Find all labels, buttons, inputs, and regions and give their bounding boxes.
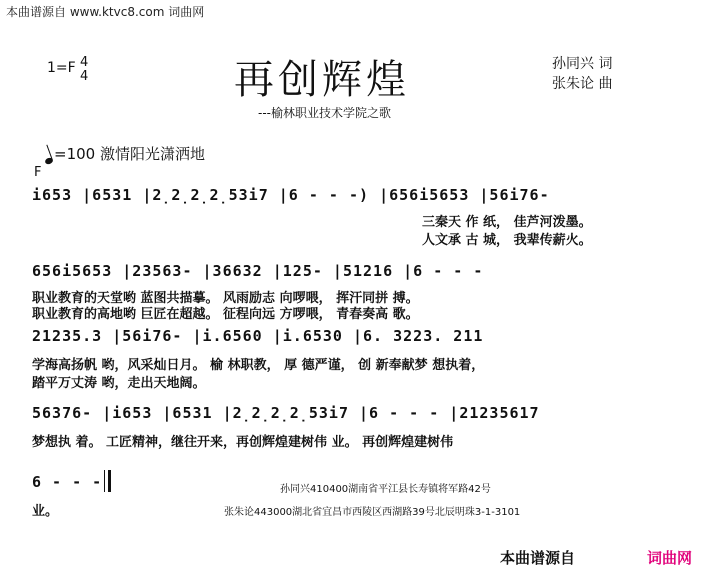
lyricist-credit: 孙同兴 词	[552, 56, 613, 72]
score-row-5-lyric-1: 业。	[32, 504, 59, 519]
lyricist-address: 孙同兴410400湖南省平江县长寿镇将军路42号	[280, 484, 491, 495]
song-title: 再创辉煌	[234, 57, 410, 103]
song-subtitle: ---榆林职业技术学院之歌	[258, 106, 391, 120]
score-row-4-lyric-1: 梦想执 着。 工匠精神，继往开来，再创辉煌建树伟 业。 再创辉煌建树伟	[32, 435, 454, 450]
composer-address: 张朱论443000湖北省宜昌市西陵区西湖路39号北辰明珠3-1-3101	[224, 507, 521, 518]
f-mark: F	[34, 165, 42, 180]
footer-site-logo[interactable]: 词曲网	[647, 549, 693, 567]
footer-source: 本曲谱源自	[500, 549, 576, 567]
tempo-marking	[45, 143, 205, 164]
final-barline-thick	[108, 470, 111, 492]
score-row-2-lyric-1: 职业教育的天堂哟 蓝图共描摹。 风雨励志 向啰喂， 挥汗同拼 搏。	[32, 291, 419, 306]
score-row-3-lyric-2: 踏平万丈涛 哟，走出天地阔。	[32, 376, 206, 391]
tempo-text: =100 激情阳光潇洒地	[54, 145, 205, 163]
composer-credit: 张朱论 曲	[552, 76, 613, 92]
score-row-1-notes: i653 |6531 |2̣2̣2̣2̣53i7 |6 - - -) |656i5653 |56i76-	[32, 186, 550, 204]
score-row-2-lyric-2: 职业教育的高地哟 巨匠在超越。 征程向远 方啰喂， 青春奏高 歌。	[32, 307, 419, 322]
quarter-note-icon	[44, 157, 54, 165]
score-row-1-lyric-1: 三秦天 作 纸， 佳芦河泼墨。	[422, 215, 592, 230]
score-row-3-notes: 21235.3 |56i76- |i.6560 |i.6530 |6. 3223. 211	[32, 327, 484, 345]
time-signature-bottom: 4	[80, 69, 89, 84]
score-row-3-lyric-1: 学海高扬帆 哟，风采灿日月。 榆 林职教， 厚 德严谨， 创 新奉献梦 想执着，	[32, 358, 485, 373]
source-watermark: 本曲谱源自 www.ktvc8.com 词曲网	[6, 5, 205, 19]
time-signature-top: 4	[80, 55, 89, 70]
final-barline-thin	[104, 470, 105, 492]
score-row-4-notes: 56376- |i653 |6531 |2̣2̣2̣2̣53i7 |6 - - - |21235617	[32, 404, 540, 422]
key-signature: 1=F	[47, 60, 76, 76]
score-row-2-notes: 656i5653 |23563- |36632 |125- |51216 |6 - - -	[32, 262, 484, 280]
credits	[552, 54, 612, 94]
score-row-5-notes: 6 - - -	[32, 473, 103, 491]
time-signature	[80, 56, 88, 84]
score-row-1-lyric-2: 人文承 古 城， 我辈传薪火。	[422, 233, 592, 248]
